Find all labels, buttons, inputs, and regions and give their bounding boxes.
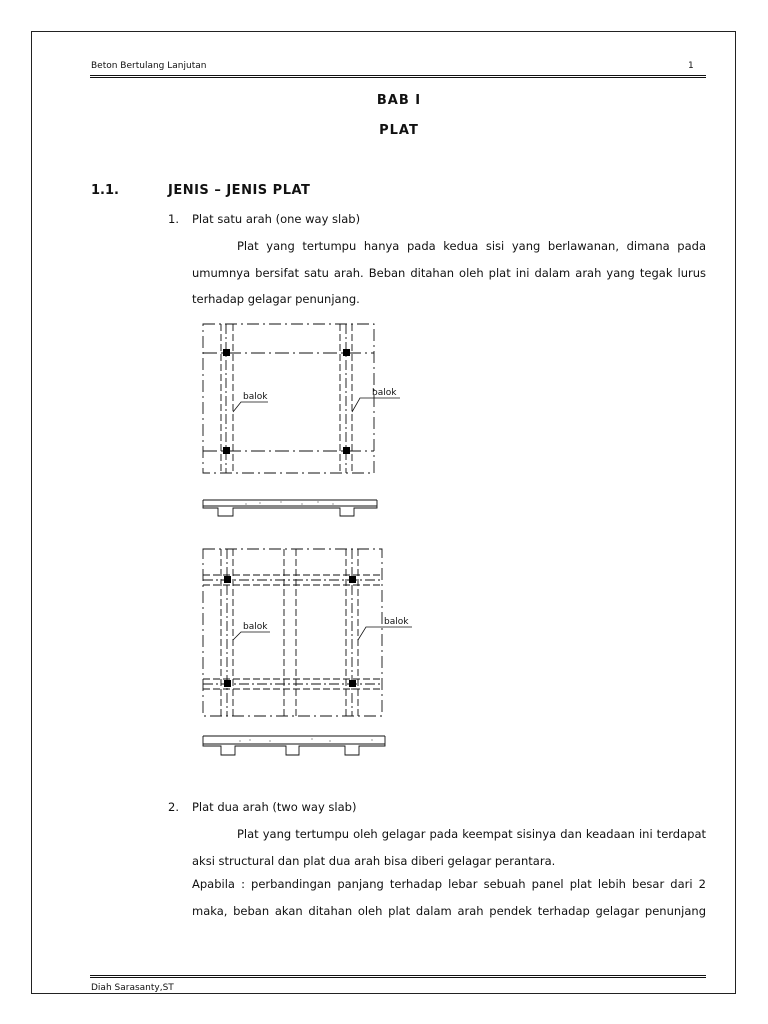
beam-label: balok: [243, 622, 268, 632]
footer-rule: [90, 975, 706, 978]
footer-author: Diah Sarasanty,ST: [91, 983, 174, 993]
page-number: 1: [688, 61, 694, 71]
item1-number: 1.: [168, 212, 179, 226]
item1-text: Plat yang tertumpu hanya pada kedua sisi yang berlawanan, dimana pada umumnya bersifat satu arah. Beban ditahan oleh plat ini dalam arah yang tegak lurus terhadap gelagar penunjang.: [192, 239, 706, 306]
item2-text: Plat yang tertumpu oleh gelagar pada keempat sisinya dan keadaan ini terdapat aksi structural dan plat dua arah bisa diberi gelagar perantara.: [192, 827, 706, 868]
item2-paragraph: [192, 821, 706, 874]
beam-label: balok: [384, 617, 409, 627]
section-title: JENIS – JENIS PLAT: [168, 183, 311, 198]
item2-number: 2.: [168, 800, 179, 814]
chapter-title: PLAT: [379, 123, 419, 138]
item2-title: Plat dua arah (two way slab): [192, 800, 357, 814]
chapter-number: BAB I: [376, 93, 422, 108]
item2-line3: Apabila : perbandingan panjang terhadap lebar sebuah panel plat lebih besar dari 2: [192, 877, 706, 891]
item1-title: Plat satu arah (one way slab): [192, 212, 361, 226]
section-number: 1.1.: [91, 183, 119, 198]
beam-label: balok: [243, 392, 268, 402]
item2-line4: maka, beban akan ditahan oleh plat dalam arah pendek terhadap gelagar penunjang: [192, 904, 706, 918]
beam-label: balok: [372, 388, 397, 398]
header-title: Beton Bertulang Lanjutan: [91, 61, 207, 71]
